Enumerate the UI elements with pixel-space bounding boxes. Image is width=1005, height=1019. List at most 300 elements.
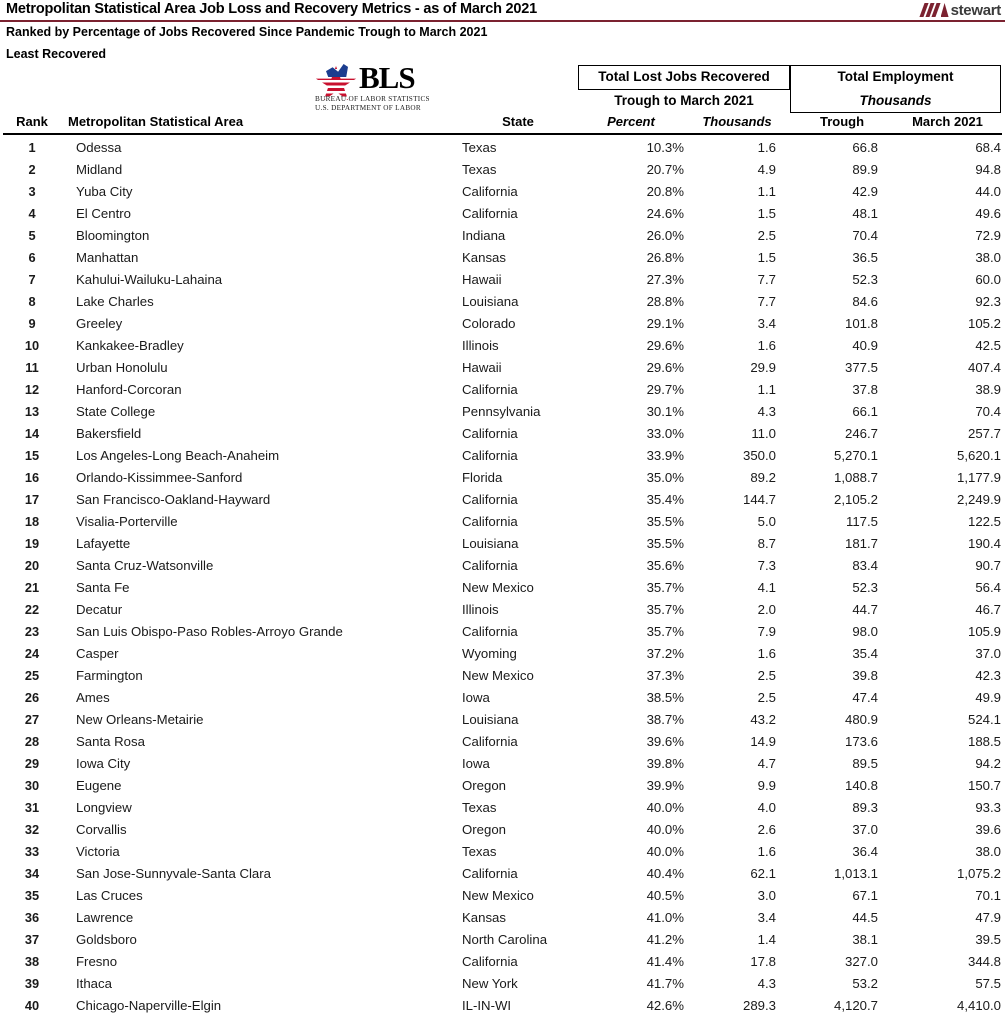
- cell-thousands: 5.0: [757, 514, 776, 529]
- cell-march-2021: 57.5: [975, 976, 1001, 991]
- table-row: [0, 137, 1005, 159]
- cell-march-2021: 90.7: [975, 558, 1001, 573]
- cell-trough: 42.9: [852, 184, 878, 199]
- cell-state: Oregon: [462, 778, 506, 793]
- cell-march-2021: 1,177.9: [957, 470, 1001, 485]
- stewart-slashes-icon: [920, 3, 950, 17]
- cell-state: California: [462, 206, 518, 221]
- table-row: [0, 599, 1005, 621]
- group-header-lost-jobs: Total Lost Jobs Recovered: [598, 69, 770, 84]
- cell-msa: Bloomington: [76, 228, 150, 243]
- cell-march-2021: 150.7: [967, 778, 1001, 793]
- cell-trough: 89.9: [852, 162, 878, 177]
- cell-trough: 37.0: [852, 822, 878, 837]
- cell-thousands: 4.0: [757, 800, 776, 815]
- cell-thousands: 4.1: [757, 580, 776, 595]
- cell-percent: 37.3%: [646, 668, 684, 683]
- cell-thousands: 7.7: [757, 294, 776, 309]
- cell-state: California: [462, 514, 518, 529]
- table-row: [0, 643, 1005, 665]
- table-row: [0, 159, 1005, 181]
- cell-rank: 25: [24, 668, 40, 683]
- cell-march-2021: 49.9: [975, 690, 1001, 705]
- cell-percent: 35.5%: [646, 514, 684, 529]
- cell-thousands: 4.3: [757, 976, 776, 991]
- table-row: [0, 665, 1005, 687]
- cell-percent: 26.0%: [646, 228, 684, 243]
- table-row: [0, 951, 1005, 973]
- cell-percent: 35.6%: [646, 558, 684, 573]
- cell-thousands: 29.9: [750, 360, 776, 375]
- cell-msa: Chicago-Naperville-Elgin: [76, 998, 222, 1013]
- cell-percent: 35.7%: [646, 602, 684, 617]
- cell-thousands: 2.0: [757, 602, 776, 617]
- table-row: [0, 511, 1005, 533]
- cell-rank: 35: [24, 888, 40, 903]
- cell-state: California: [462, 426, 518, 441]
- cell-march-2021: 407.4: [967, 360, 1001, 375]
- cell-msa: San Luis Obispo-Paso Robles-Arroyo Grande: [76, 624, 343, 639]
- cell-thousands: 1.4: [757, 932, 776, 947]
- cell-march-2021: 72.9: [975, 228, 1001, 243]
- cell-state: California: [462, 866, 518, 881]
- cell-march-2021: 42.3: [975, 668, 1001, 683]
- table-row: [0, 863, 1005, 885]
- cell-percent: 27.3%: [646, 272, 684, 287]
- cell-trough: 480.9: [844, 712, 878, 727]
- cell-state: California: [462, 558, 518, 573]
- cell-msa: Santa Fe: [76, 580, 130, 595]
- cell-march-2021: 44.0: [975, 184, 1001, 199]
- cell-thousands: 2.6: [757, 822, 776, 837]
- cell-msa: Urban Honolulu: [76, 360, 168, 375]
- cell-march-2021: 46.7: [975, 602, 1001, 617]
- cell-percent: 33.9%: [646, 448, 684, 463]
- cell-thousands: 4.7: [757, 756, 776, 771]
- cell-rank: 12: [24, 382, 40, 397]
- cell-march-2021: 68.4: [975, 140, 1001, 155]
- cell-rank: 28: [24, 734, 40, 749]
- cell-thousands: 3.0: [757, 888, 776, 903]
- cell-state: California: [462, 734, 518, 749]
- cell-percent: 41.7%: [646, 976, 684, 991]
- cell-march-2021: 42.5: [975, 338, 1001, 353]
- cell-rank: 5: [28, 228, 36, 243]
- cell-percent: 39.6%: [646, 734, 684, 749]
- cell-thousands: 1.6: [757, 646, 776, 661]
- cell-percent: 39.8%: [646, 756, 684, 771]
- stewart-logo: [920, 1, 1001, 19]
- cell-state: California: [462, 448, 518, 463]
- column-header-msa[interactable]: Metropolitan Statistical Area: [68, 114, 244, 129]
- cell-march-2021: 105.2: [967, 316, 1001, 331]
- cell-rank: 38: [24, 954, 40, 969]
- cell-thousands: 289.3: [742, 998, 776, 1013]
- table-row: [0, 291, 1005, 313]
- table-row: [0, 907, 1005, 929]
- cell-thousands: 7.3: [757, 558, 776, 573]
- cell-msa: Hanford-Corcoran: [76, 382, 182, 397]
- cell-msa: San Francisco-Oakland-Hayward: [76, 492, 271, 507]
- cell-rank: 20: [24, 558, 40, 573]
- group-header-employment: Total Employment: [837, 69, 954, 84]
- title-divider: [0, 20, 1005, 22]
- cell-msa: San Jose-Sunnyvale-Santa Clara: [76, 866, 271, 881]
- cell-percent: 40.0%: [646, 800, 684, 815]
- cell-rank: 34: [24, 866, 40, 881]
- cell-msa: Greeley: [76, 316, 123, 331]
- table-row: [0, 269, 1005, 291]
- subtitle-ranking: Ranked by Percentage of Jobs Recovered Since Pandemic Trough to March 2021: [6, 25, 488, 39]
- cell-thousands: 11.0: [751, 426, 776, 441]
- cell-rank: 14: [24, 426, 40, 441]
- cell-trough: 89.5: [852, 756, 878, 771]
- table-row: [0, 313, 1005, 335]
- cell-thousands: 1.1: [757, 382, 776, 397]
- cell-thousands: 14.9: [750, 734, 776, 749]
- cell-thousands: 3.4: [757, 316, 776, 331]
- cell-state: IL-IN-WI: [462, 998, 512, 1013]
- table-row: [0, 181, 1005, 203]
- cell-state: Iowa: [462, 756, 490, 771]
- cell-state: Illinois: [462, 338, 499, 353]
- cell-thousands: 4.3: [757, 404, 776, 419]
- cell-thousands: 43.2: [750, 712, 776, 727]
- table-row: [0, 995, 1005, 1017]
- cell-percent: 40.0%: [646, 844, 684, 859]
- cell-rank: 3: [28, 184, 36, 199]
- cell-trough: 2,105.2: [834, 492, 878, 507]
- cell-trough: 52.3: [852, 272, 878, 287]
- cell-rank: 23: [24, 624, 40, 639]
- cell-thousands: 7.9: [757, 624, 776, 639]
- cell-march-2021: 1,075.2: [957, 866, 1001, 881]
- cell-rank: 9: [28, 316, 36, 331]
- cell-percent: 33.0%: [646, 426, 684, 441]
- cell-msa: Visalia-Porterville: [76, 514, 178, 529]
- cell-trough: 101.8: [844, 316, 878, 331]
- cell-state: Colorado: [462, 316, 516, 331]
- cell-state: Louisiana: [462, 294, 519, 309]
- cell-msa: Corvallis: [76, 822, 127, 837]
- cell-percent: 30.1%: [646, 404, 684, 419]
- cell-rank: 31: [24, 800, 40, 815]
- cell-march-2021: 38.0: [975, 844, 1001, 859]
- cell-msa: Iowa City: [76, 756, 131, 771]
- cell-state: California: [462, 492, 518, 507]
- table-row: [0, 467, 1005, 489]
- cell-percent: 42.6%: [646, 998, 684, 1013]
- cell-rank: 33: [24, 844, 40, 859]
- cell-march-2021: 92.3: [975, 294, 1001, 309]
- cell-state: Texas: [462, 140, 497, 155]
- cell-rank: 18: [24, 514, 40, 529]
- table-row: [0, 555, 1005, 577]
- cell-trough: 44.7: [852, 602, 878, 617]
- cell-msa: Odessa: [76, 140, 122, 155]
- cell-thousands: 62.1: [750, 866, 776, 881]
- column-header-trough[interactable]: Trough: [819, 114, 865, 129]
- cell-msa: Los Angeles-Long Beach-Anaheim: [76, 448, 280, 463]
- cell-percent: 29.1%: [646, 316, 684, 331]
- cell-thousands: 8.7: [757, 536, 776, 551]
- cell-state: Florida: [462, 470, 503, 485]
- cell-percent: 41.4%: [646, 954, 684, 969]
- cell-thousands: 1.6: [757, 844, 776, 859]
- cell-trough: 83.4: [852, 558, 878, 573]
- cell-rank: 29: [24, 756, 40, 771]
- cell-march-2021: 38.0: [975, 250, 1001, 265]
- cell-march-2021: 257.7: [967, 426, 1001, 441]
- cell-trough: 140.8: [844, 778, 878, 793]
- cell-percent: 20.8%: [646, 184, 684, 199]
- cell-march-2021: 93.3: [975, 800, 1001, 815]
- cell-trough: 117.5: [845, 514, 878, 529]
- cell-percent: 40.0%: [646, 822, 684, 837]
- cell-state: Louisiana: [462, 536, 519, 551]
- cell-rank: 8: [28, 294, 36, 309]
- bls-agency-line-1: BUREAU OF LABOR STATISTICS: [315, 95, 430, 103]
- cell-state: Kansas: [462, 250, 506, 265]
- cell-state: California: [462, 624, 518, 639]
- cell-rank: 11: [25, 360, 39, 375]
- cell-march-2021: 38.9: [975, 382, 1001, 397]
- cell-trough: 53.2: [852, 976, 878, 991]
- cell-march-2021: 524.1: [967, 712, 1001, 727]
- cell-march-2021: 49.6: [975, 206, 1001, 221]
- cell-thousands: 350.0: [742, 448, 776, 463]
- cell-march-2021: 4,410.0: [957, 998, 1001, 1013]
- cell-trough: 40.9: [852, 338, 878, 353]
- cell-msa: Lafayette: [76, 536, 131, 551]
- cell-percent: 35.7%: [646, 580, 684, 595]
- cell-trough: 36.5: [852, 250, 878, 265]
- cell-thousands: 1.6: [757, 140, 776, 155]
- cell-trough: 67.1: [852, 888, 878, 903]
- table-row: [0, 621, 1005, 643]
- cell-rank: 17: [24, 492, 40, 507]
- cell-march-2021: 5,620.1: [957, 448, 1001, 463]
- cell-msa: Kahului-Wailuku-Lahaina: [76, 272, 223, 287]
- cell-thousands: 1.1: [757, 184, 776, 199]
- cell-march-2021: 94.2: [975, 756, 1001, 771]
- cell-msa: Goldsboro: [76, 932, 137, 947]
- cell-trough: 66.8: [852, 140, 878, 155]
- table-row: [0, 489, 1005, 511]
- table-row: [0, 973, 1005, 995]
- cell-percent: 20.7%: [646, 162, 684, 177]
- column-header-rank[interactable]: Rank: [16, 114, 48, 129]
- cell-state: Wyoming: [462, 646, 517, 661]
- table-row: [0, 577, 1005, 599]
- cell-percent: 41.2%: [646, 932, 684, 947]
- cell-thousands: 7.7: [757, 272, 776, 287]
- cell-state: Oregon: [462, 822, 506, 837]
- cell-trough: 44.5: [852, 910, 878, 925]
- cell-trough: 246.7: [844, 426, 878, 441]
- cell-trough: 89.3: [852, 800, 878, 815]
- cell-thousands: 4.9: [757, 162, 776, 177]
- cell-state: Texas: [462, 800, 497, 815]
- cell-percent: 29.7%: [646, 382, 684, 397]
- table-row: [0, 841, 1005, 863]
- cell-thousands: 9.9: [757, 778, 776, 793]
- cell-trough: 39.8: [852, 668, 878, 683]
- table-row: [0, 775, 1005, 797]
- cell-state: North Carolina: [462, 932, 548, 947]
- cell-state: Texas: [462, 844, 497, 859]
- cell-march-2021: 94.8: [975, 162, 1001, 177]
- cell-percent: 38.5%: [646, 690, 684, 705]
- cell-msa: Santa Cruz-Watsonville: [76, 558, 214, 573]
- data-table: [0, 137, 1005, 1017]
- cell-rank: 30: [24, 778, 40, 793]
- cell-percent: 35.7%: [646, 624, 684, 639]
- table-row: [0, 445, 1005, 467]
- cell-msa: Ames: [76, 690, 110, 705]
- column-header-percent[interactable]: Percent: [607, 114, 655, 129]
- cell-trough: 48.1: [852, 206, 878, 221]
- cell-msa: Bakersfield: [76, 426, 142, 441]
- bls-agency-name: [315, 95, 430, 113]
- cell-march-2021: 122.5: [967, 514, 1001, 529]
- cell-msa: Kankakee-Bradley: [76, 338, 184, 353]
- cell-msa: Longview: [76, 800, 132, 815]
- cell-march-2021: 2,249.9: [957, 492, 1001, 507]
- cell-state: Pennsylvania: [462, 404, 541, 419]
- cell-rank: 16: [24, 470, 40, 485]
- cell-state: Texas: [462, 162, 497, 177]
- table-row: [0, 423, 1005, 445]
- cell-trough: 1,013.1: [834, 866, 878, 881]
- table-row: [0, 885, 1005, 907]
- cell-trough: 66.1: [852, 404, 878, 419]
- cell-msa: Casper: [76, 646, 119, 661]
- cell-rank: 15: [24, 448, 40, 463]
- cell-state: Kansas: [462, 910, 506, 925]
- cell-thousands: 17.8: [750, 954, 776, 969]
- column-header-state[interactable]: State: [502, 114, 534, 129]
- cell-msa: El Centro: [76, 206, 131, 221]
- cell-thousands: 1.5: [757, 206, 776, 221]
- cell-msa: New Orleans-Metairie: [76, 712, 204, 727]
- cell-march-2021: 70.4: [975, 404, 1001, 419]
- cell-msa: Lake Charles: [76, 294, 154, 309]
- cell-trough: 5,270.1: [834, 448, 878, 463]
- table-row: [0, 753, 1005, 775]
- cell-trough: 38.1: [852, 932, 878, 947]
- cell-percent: 26.8%: [646, 250, 684, 265]
- table-row: [0, 203, 1005, 225]
- cell-march-2021: 188.5: [967, 734, 1001, 749]
- bls-acronym: BLS: [359, 60, 415, 95]
- cell-march-2021: 39.6: [975, 822, 1001, 837]
- cell-trough: 47.4: [852, 690, 878, 705]
- cell-trough: 327.0: [844, 954, 878, 969]
- cell-percent: 35.0%: [646, 470, 684, 485]
- cell-percent: 29.6%: [646, 360, 684, 375]
- cell-rank: 19: [24, 536, 40, 551]
- cell-percent: 29.6%: [646, 338, 684, 353]
- cell-state: Hawaii: [462, 272, 502, 287]
- cell-percent: 10.3%: [646, 140, 684, 155]
- cell-rank: 7: [28, 272, 36, 287]
- cell-rank: 37: [24, 932, 40, 947]
- cell-percent: 35.4%: [646, 492, 684, 507]
- cell-msa: Fresno: [76, 954, 118, 969]
- cell-rank: 1: [28, 140, 36, 155]
- cell-rank: 36: [24, 910, 40, 925]
- table-row: [0, 731, 1005, 753]
- cell-state: Hawaii: [462, 360, 502, 375]
- table-row: [0, 709, 1005, 731]
- cell-msa: State College: [76, 404, 156, 419]
- cell-state: California: [462, 184, 518, 199]
- cell-rank: 6: [28, 250, 36, 265]
- cell-trough: 377.5: [844, 360, 878, 375]
- group-header-lost-jobs-period: Trough to March 2021: [614, 93, 754, 108]
- cell-march-2021: 344.8: [967, 954, 1001, 969]
- subtitle-least-recovered: Least Recovered: [6, 47, 107, 61]
- cell-state: Louisiana: [462, 712, 519, 727]
- cell-rank: 13: [24, 404, 40, 419]
- cell-state: California: [462, 382, 518, 397]
- table-row: [0, 225, 1005, 247]
- cell-march-2021: 60.0: [975, 272, 1001, 287]
- cell-thousands: 1.5: [757, 250, 776, 265]
- cell-march-2021: 70.1: [975, 888, 1001, 903]
- cell-trough: 52.3: [852, 580, 878, 595]
- table-row: [0, 357, 1005, 379]
- cell-state: Illinois: [462, 602, 499, 617]
- cell-rank: 40: [24, 998, 40, 1013]
- cell-march-2021: 37.0: [975, 646, 1001, 661]
- cell-percent: 38.7%: [646, 712, 684, 727]
- cell-state: California: [462, 954, 518, 969]
- cell-rank: 21: [24, 580, 40, 595]
- cell-trough: 36.4: [852, 844, 878, 859]
- cell-rank: 26: [24, 690, 40, 705]
- bls-logo: [313, 62, 443, 110]
- cell-trough: 84.6: [852, 294, 878, 309]
- cell-msa: Orlando-Kissimmee-Sanford: [76, 470, 243, 485]
- cell-percent: 35.5%: [646, 536, 684, 551]
- title-bar: [0, 0, 1005, 20]
- cell-msa: Victoria: [76, 844, 120, 859]
- column-header-march-2021[interactable]: March 2021: [912, 114, 983, 129]
- table-row: [0, 401, 1005, 423]
- cell-percent: 28.8%: [646, 294, 684, 309]
- cell-march-2021: 39.5: [975, 932, 1001, 947]
- cell-rank: 10: [24, 338, 40, 353]
- cell-percent: 40.4%: [646, 866, 684, 881]
- cell-rank: 22: [24, 602, 40, 617]
- cell-trough: 181.7: [844, 536, 878, 551]
- column-header-thousands[interactable]: Thousands: [702, 114, 772, 129]
- table-row: [0, 533, 1005, 555]
- cell-march-2021: 56.4: [975, 580, 1001, 595]
- cell-thousands: 2.5: [757, 228, 776, 243]
- stewart-wordmark: stewart: [950, 1, 1001, 19]
- cell-state: New Mexico: [462, 888, 534, 903]
- cell-rank: 4: [28, 206, 36, 221]
- table-row: [0, 929, 1005, 951]
- cell-percent: 39.9%: [646, 778, 684, 793]
- cell-thousands: 1.6: [757, 338, 776, 353]
- cell-msa: Decatur: [76, 602, 123, 617]
- cell-percent: 41.0%: [646, 910, 684, 925]
- table-row: [0, 687, 1005, 709]
